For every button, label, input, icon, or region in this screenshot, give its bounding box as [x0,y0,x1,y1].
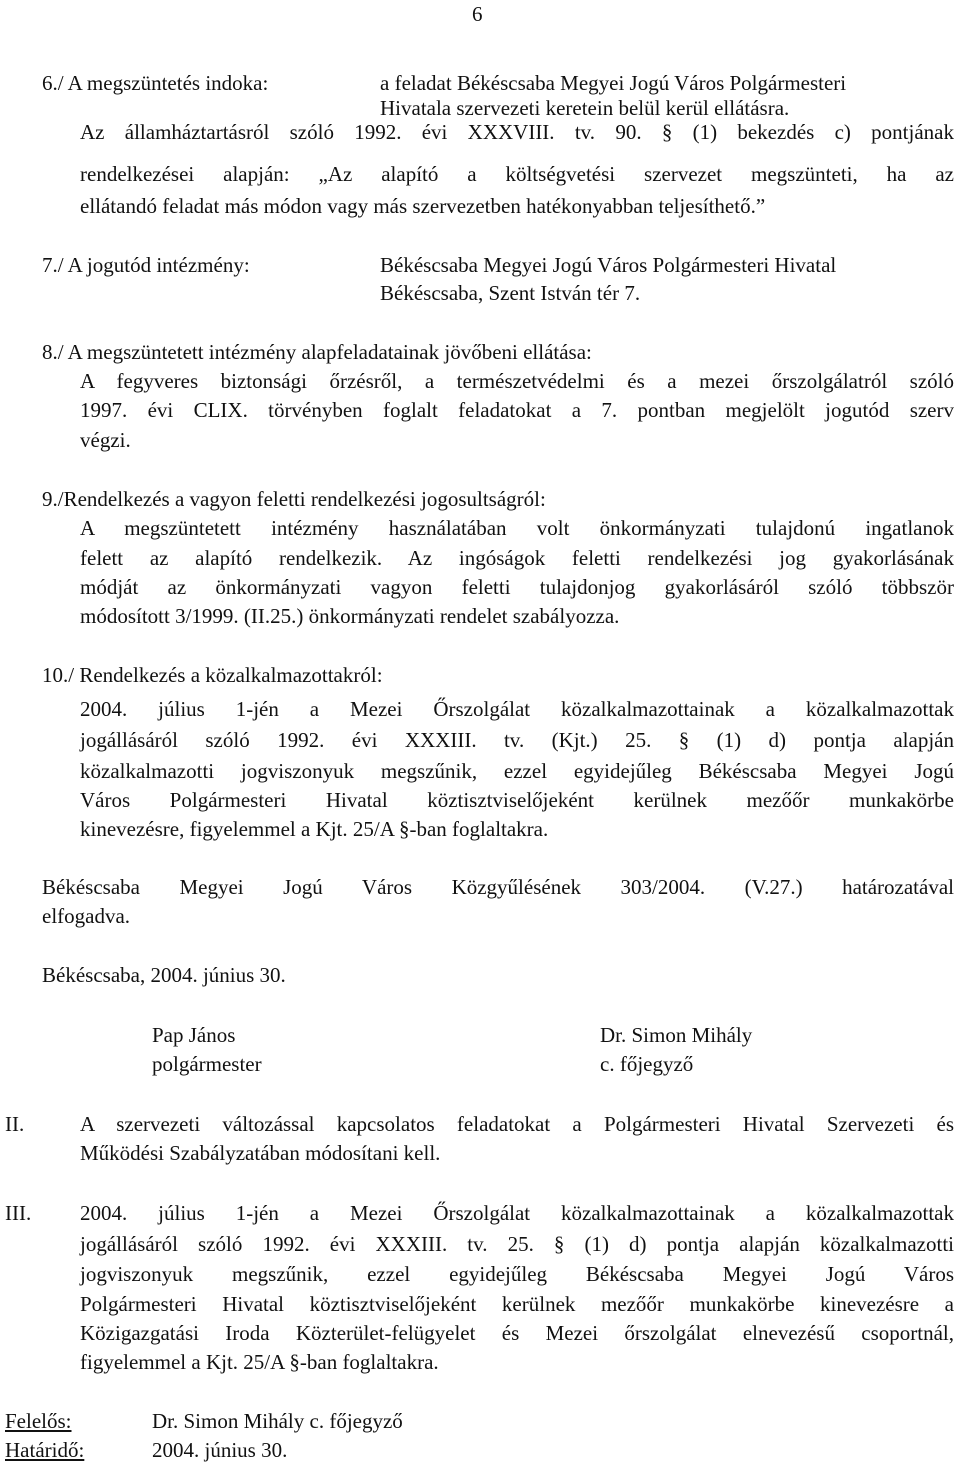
part-3-line4: Polgármesteri Hivatal köztisztviselőjeként kerülnek mezőőr munkakörbe kinevezésre a [80,1292,954,1316]
deadline-label: Határidő: [5,1438,85,1462]
signature-right-name: Dr. Simon Mihály [600,1023,753,1047]
signature-left-name: Pap János [152,1023,236,1047]
part-3-line5: Közigazgatási Iroda Közterület-felügyelet és Mezei őrszolgálat elnevezésű csoportnál, [80,1321,954,1345]
part-3-line6: figyelemmel a Kjt. 25/A §-ban foglaltakra. [80,1350,439,1374]
section-10-line1: 2004. július 1-jén a Mezei Őrszolgálat közalkalmazottainak a közalkalmazottak [80,697,954,721]
section-6-value-line2: Hivatala szervezeti keretein belül kerül ellátásra. [380,96,790,120]
page-number: 6 [472,2,483,26]
section-7-label: 7./ A jogutód intézmény: [42,253,250,277]
section-10-line5: kinevezésre, figyelemmel a Kjt. 25/A §-ban foglaltakra. [80,817,549,841]
section-8-line2: 1997. évi CLIX. törvényben foglalt feladatokat a 7. pontban megjelölt jogutód szerv [80,398,954,422]
place-date: Békéscsaba, 2004. június 30. [42,963,286,987]
section-9-line3: módját az önkormányzati vagyon feletti tulajdonjog gyakorlásáról szóló többször [80,575,954,599]
section-6-body-line3: ellátandó feladat más módon vagy más szervezetben hatékonyabban teljesíthető.” [80,194,766,218]
part-2-line2: Működési Szabályzatában módosítani kell. [80,1141,441,1165]
signature-left-title: polgármester [152,1052,262,1076]
section-9-heading: 9./Rendelkezés a vagyon feletti rendelkezési jogosultságról: [42,487,546,511]
responsible-value: Dr. Simon Mihály c. főjegyző [152,1409,403,1433]
section-10-heading: 10./ Rendelkezés a közalkalmazottakról: [42,663,383,687]
section-10-line4: Város Polgármesteri Hivatal köztisztviselőjeként kerülnek mezőőr munkakörbe [80,788,954,812]
responsible-label: Felelős: [5,1409,72,1433]
section-8-line1: A fegyveres biztonsági őrzésről, a természetvédelmi és a mezei őrszolgálatról szóló [80,369,954,393]
section-7-value-line2: Békéscsaba, Szent István tér 7. [380,281,641,305]
section-6-body-line1: Az államháztartásról szóló 1992. évi XXXVIII. tv. 90. § (1) bekezdés c) pontjának [80,120,954,144]
section-10-line2: jogállásáról szóló 1992. évi XXXIII. tv. (Kjt.) 25. § (1) d) pontja alapján [80,728,954,752]
approval-line1: Békéscsaba Megyei Jogú Város Közgyűlésének 303/2004. (V.27.) határozatával [42,875,954,899]
section-7-value-line1: Békéscsaba Megyei Jogú Város Polgármesteri Hivatal [380,253,837,277]
section-8-heading: 8./ A megszüntetett intézmény alapfeladatainak jövőbeni ellátása: [42,340,592,364]
section-9-line2: felett az alapító rendelkezik. Az ingóságok feletti rendelkezési jog gyakorlásának [80,546,954,570]
section-6-body-line2: rendelkezései alapján: „Az alapító a költségvetési szervezet megszünteti, ha az [80,162,954,186]
part-2-numeral: II. [5,1112,25,1136]
section-8-line3: végzi. [80,428,131,452]
deadline-value: 2004. június 30. [152,1438,288,1462]
approval-line2: elfogadva. [42,904,131,928]
section-10-line3: közalkalmazotti jogviszonyuk megszűnik, ezzel egyidejűleg Békéscsaba Megyei Jogú [80,759,954,783]
part-3-line2: jogállásáról szóló 1992. évi XXXIII. tv. 25. § (1) d) pontja alapján közalkalmazotti [80,1232,954,1256]
section-6-label: 6./ A megszüntetés indoka: [42,71,269,95]
section-6-value-line1: a feladat Békéscsaba Megyei Jogú Város Polgármesteri [380,71,847,95]
part-3-line3: jogviszonyuk megszűnik, ezzel egyidejűleg Békéscsaba Megyei Jogú Város [80,1262,954,1286]
section-9-line1: A megszüntetett intézmény használatában volt önkormányzati tulajdonú ingatlanok [80,516,954,540]
part-2-line1: A szervezeti változással kapcsolatos feladatokat a Polgármesteri Hivatal Szervezeti és [80,1112,954,1136]
part-3-line1: 2004. július 1-jén a Mezei Őrszolgálat közalkalmazottainak a közalkalmazottak [80,1201,954,1225]
section-9-line4: módosított 3/1999. (II.25.) önkormányzati rendelet szabályozza. [80,604,620,628]
signature-right-title: c. főjegyző [600,1052,694,1076]
part-3-numeral: III. [5,1201,32,1225]
